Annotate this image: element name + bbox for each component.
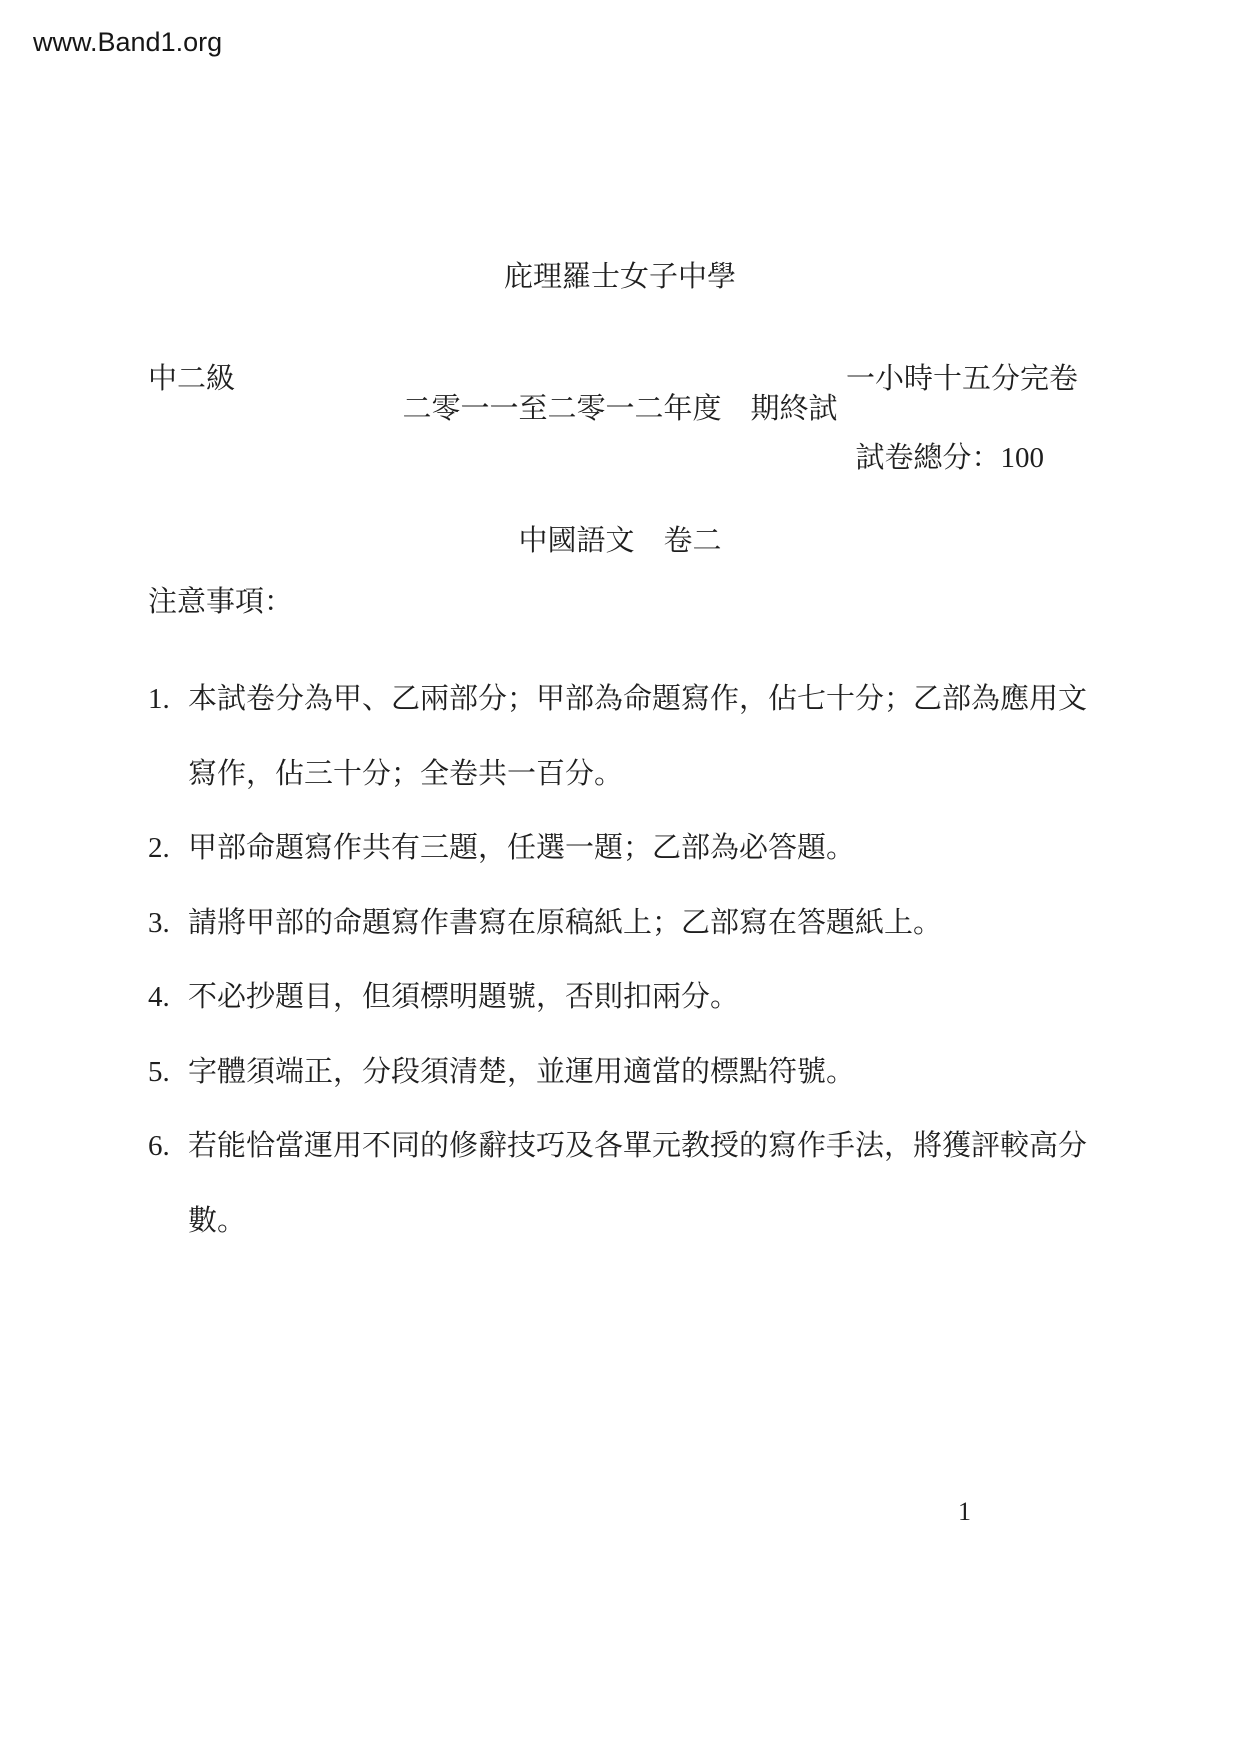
item-text: 字體須端正，分段須清楚，並運用適當的標點符號。 xyxy=(188,1055,856,1088)
subject-and-paper: 中國語文 卷二 xyxy=(518,525,722,557)
page-number: 1 xyxy=(958,1497,971,1526)
list-item xyxy=(148,1035,1090,1110)
item-number: 2. xyxy=(148,832,170,864)
item-text: 不必抄題目，但須標明題號，否則扣兩分。 xyxy=(188,981,740,1013)
item-text: 若能恰當運用不同的修辭技巧及各單元教授的寫作手法，將獲評較高分數。 xyxy=(188,1130,1088,1237)
list-item xyxy=(148,811,1090,886)
item-text: 請將甲部的命題寫作書寫在原稿紙上；乙部寫在答題紙上。 xyxy=(188,906,943,939)
title-block xyxy=(0,167,1240,651)
list-item xyxy=(148,662,1090,811)
list-item xyxy=(148,1109,1090,1258)
item-text: 甲部命題寫作共有三題，任選一題；乙部為必答題。 xyxy=(188,832,856,864)
list-item xyxy=(148,886,1090,961)
item-text: 本試卷分為甲、乙兩部分；甲部為命題寫作，佔七十分；乙部為應用文寫作，佔三十分；全卷共一百分。 xyxy=(188,683,1088,790)
year-and-exam: 二零一一至二零一二年度 期終試 xyxy=(402,393,838,425)
item-number: 3. xyxy=(148,906,170,939)
item-number: 6. xyxy=(148,1130,170,1162)
item-number: 1. xyxy=(148,683,170,715)
school-name: 庇理羅士女子中學 xyxy=(503,261,736,293)
exam-duration: 一小時十五分完卷 xyxy=(845,363,1078,395)
watermark-url: www.Band1.org xyxy=(33,27,223,57)
notes-list xyxy=(148,662,1090,1258)
total-marks: 試卷總分：100 xyxy=(855,442,1044,474)
item-number: 5. xyxy=(148,1055,170,1088)
class-level: 中二級 xyxy=(148,363,236,395)
notes-heading: 注意事項： xyxy=(148,586,294,618)
list-item xyxy=(148,960,1090,1035)
item-number: 4. xyxy=(148,981,170,1013)
